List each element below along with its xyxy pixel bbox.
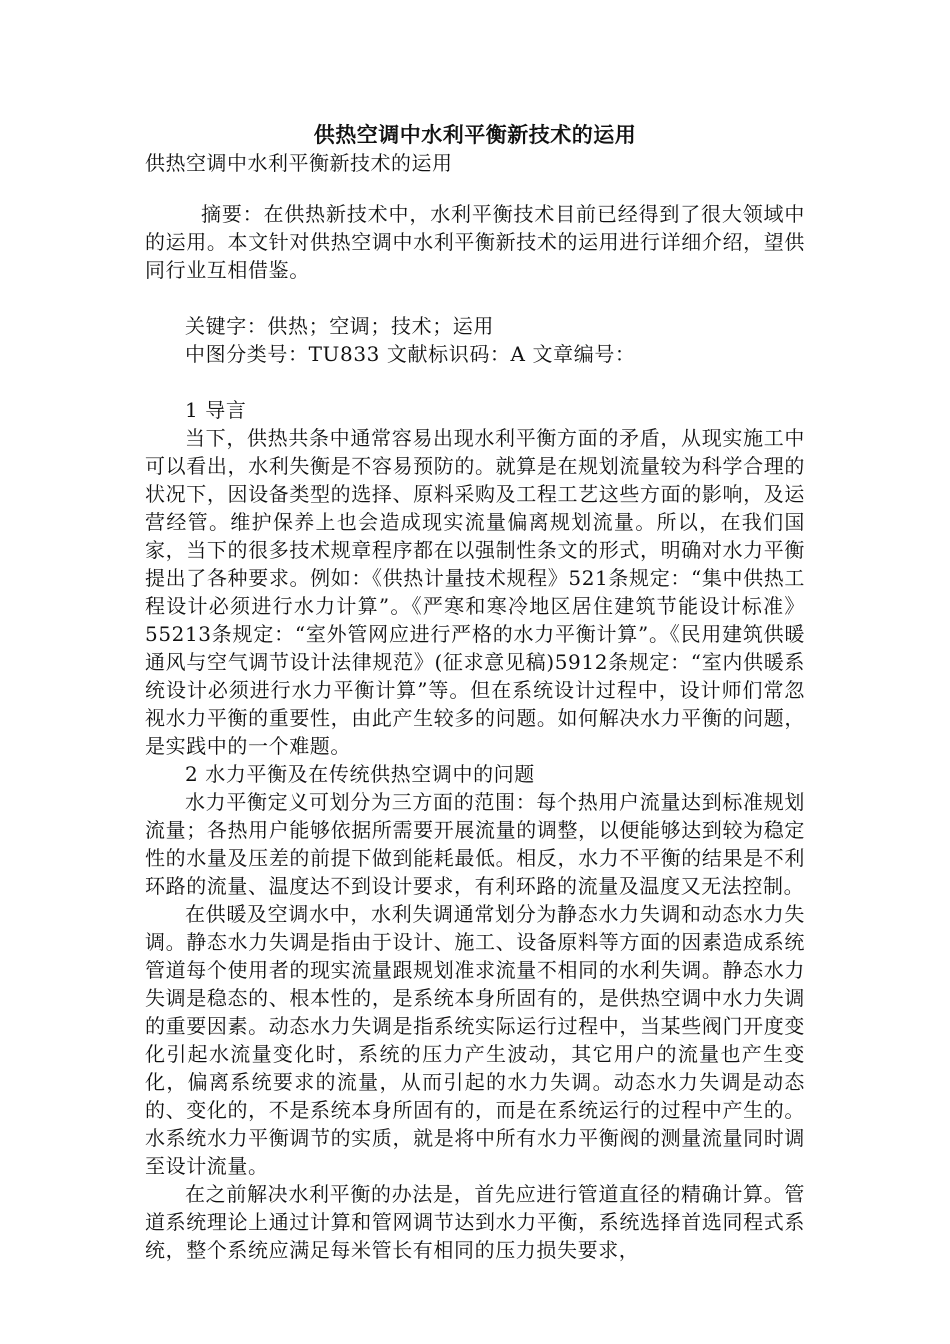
keywords-line: 关键字：供热；空调；技术；运用 [185, 314, 494, 338]
section-heading-2: 2 水力平衡及在传统供热空调中的问题 [185, 762, 535, 786]
document-body [145, 200, 805, 1264]
classification-line: 中图分类号：TU833 文献标识码：A 文章编号： [185, 342, 636, 366]
body-paragraph: 当下，供热共条中通常容易出现水利平衡方面的矛盾，从现实施工中可以看出，水利失衡是不容易预防的。就算是在规划流量较为科学合理的状况下，因设备类型的选择、原料采购及工程工艺这些方面的影响，及运营经管。维护保养上也会造成现实流量偏离规划流量。所以，在我们国家，当下的很多技术规章程序都在以强制性条文的形式，明确对水力平衡提出了各种要求。例如：《供热计量技术规程》521条规定：“集中供热工程设计必须进行水力计算”。《严寒和寒冷地区居住建筑节能设计标准》55213条规定：“室外管网应进行严格的水力平衡计算”。《民用建筑供暖通风与空气调节设计法律规范》(征求意见稿)5912条规定：“室内供暖系统设计必须进行水力平衡计算”等。但在系统设计过程中，设计师们常忽视水力平衡的重要性，由此产生较多的问题。如何解决水力平衡的问题，是实践中的一个难题。 [145, 426, 805, 758]
body-paragraph: 在之前解决水利平衡的办法是，首先应进行管道直径的精确计算。管道系统理论上通过计算和管网调节达到水力平衡，系统选择首选同程式系统，整个系统应满足每米管长有相同的压力损失要求， [145, 1182, 805, 1262]
body-paragraph: 水力平衡定义可划分为三方面的范围：每个热用户流量达到标准规划流量；各热用户能够依据所需要开展流量的调整，以便能够达到较为稳定性的水量及压差的前提下做到能耗最低。相反，水力不平衡的结果是不利环路的流量、温度达不到设计要求，有利环路的流量及温度又无法控制。 [145, 790, 805, 898]
abstract-paragraph: 摘要：在供热新技术中，水利平衡技术目前已经得到了很大领域中的运用。本文针对供热空调中水利平衡新技术的运用进行详细介绍，望供同行业互相借鉴。 [145, 202, 805, 282]
body-paragraph: 在供暖及空调水中，水利失调通常划分为静态水力失调和动态水力失调。静态水力失调是指由于设计、施工、设备原料等方面的因素造成系统管道每个使用者的现实流量跟规划准求流量不相同的水利失调。静态水力失调是稳态的、根本性的，是系统本身所固有的，是供热空调中水力失调的重要因素。动态水力失调是指系统实际运行过程中，当某些阀门开度变化引起水流量变化时，系统的压力产生波动，其它用户的流量也产生变化，偏离系统要求的流量，从而引起的水力失调。动态水力失调是动态的、变化的，不是系统本身所固有的，而是在系统运行的过程中产生的。水系统水力平衡调节的实质，就是将中所有水力平衡阀的测量流量同时调至设计流量。 [145, 902, 805, 1178]
document-subtitle: 供热空调中水利平衡新技术的运用 [145, 151, 453, 175]
section-heading-1: 1 导言 [185, 398, 247, 422]
document-title: 供热空调中水利平衡新技术的运用 [313, 123, 637, 147]
